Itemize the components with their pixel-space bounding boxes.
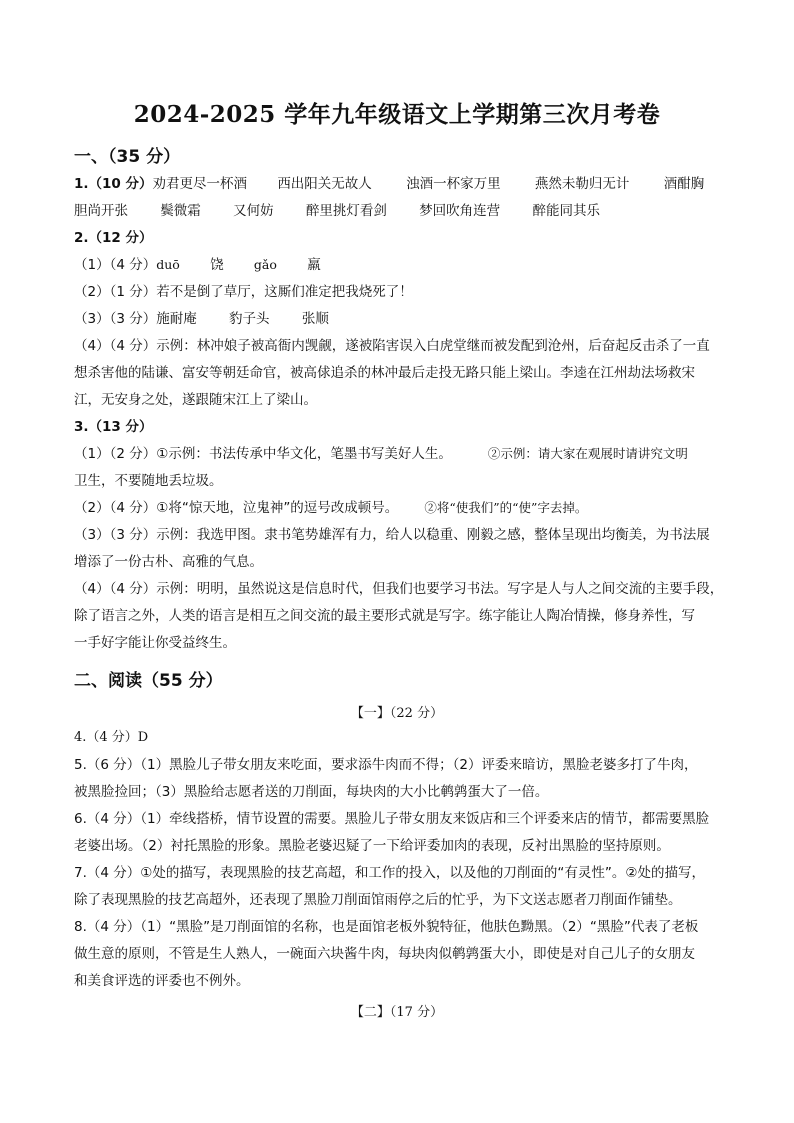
- q2-part-2: （2）（1 分）若不是倒了草厅，这厮们准定把我烧死了！: [74, 284, 413, 300]
- q1-answer-2: 西出阳关无故人: [277, 176, 372, 192]
- q7-line-1: 7.（4 分）①处的描写，表现黑脸的技艺高超，和工作的投入，以及他的刀削面的“有灵性”。②处的描写，: [74, 865, 705, 881]
- q1-answer-8: 又何妨: [233, 203, 274, 219]
- q2-part-3: [74, 310, 734, 328]
- q4-answer: 4.（4 分）D: [74, 730, 149, 745]
- q3-part-4-line-1: （4）（4 分）示例：明明，虽然说这是信息时代，但我们也要学习书法。写字是人与人之间交流的主要手段，: [74, 581, 724, 597]
- q1-answer-4: 燕然未勒归无计: [534, 176, 630, 192]
- q2-p1-d: 羸: [307, 257, 321, 273]
- q2-part-4-line-2: 想杀害他的陆谦、富安等朝廷命官，被高俅追杀的林冲最后走投无路只能上梁山。李逵在江州劫法场救宋: [74, 365, 695, 381]
- q5-line-1: 5.（6 分）（1）黑脸儿子带女朋友来吃面，要求添牛肉而不得；（2）评委来暗访，黑脸老婆多打了牛肉，: [74, 757, 698, 773]
- q3-p1-example-2: ②示例：请大家在观展时请讲究文明: [487, 446, 688, 461]
- q2-p1-c: gǎo: [253, 257, 277, 272]
- q1-answer-9: 醉里挑灯看剑: [305, 203, 387, 219]
- q1-answer-6: 胆尚开张: [74, 203, 128, 219]
- q6-line-2: 老婆出场。（2）衬托黑脸的形象。黑脸老婆迟疑了一下给评委加肉的表现，反衬出黑脸的坚持原则。: [74, 838, 670, 854]
- q2-part-4-line-1: （4）（4 分）示例：林冲娘子被高衙内觊觎，遂被陷害误入白虎堂继而被发配到沧州，后奋起反击杀了一直: [74, 338, 710, 354]
- q1-answer-3: 浊酒一杯家万里: [406, 176, 501, 192]
- q3-p2-a: （2）（4 分）①将“惊天地，泣鬼神”的逗号改成顿号。: [74, 500, 399, 516]
- q2-p3-c: 张顺: [301, 311, 329, 327]
- q3-number: 3.（13 分）: [74, 419, 153, 435]
- page-title: 2024-2025 学年九年级语文上学期第三次月考卷: [133, 101, 661, 128]
- q3-part-4-line-2: 除了语言之外，人类的语言是相互之间交流的最主要形式就是写字。练字能让人陶冶情操，修身养性，写: [74, 608, 695, 624]
- q7-line-2: 除了表现黑脸的技艺高超外，还表现了黑脸刀削面馆雨停之后的忙乎，为下文送志愿者刀削面作铺垫。: [74, 892, 682, 908]
- q3-part-4-line-3: 一手好字能让你受益终生。: [74, 635, 236, 651]
- q2-part-4-line-3: 江，无安身之处，遂跟随宋江上了梁山。: [74, 392, 317, 408]
- q2-number: 2.（12 分）: [74, 230, 153, 246]
- q2-p3-label: （3）（3 分）: [74, 311, 157, 327]
- q1-line-2: [74, 202, 734, 220]
- q2-p1-a: duō: [156, 257, 180, 272]
- section-2-heading: 二、阅读（55 分）: [74, 671, 223, 691]
- q2-part-1: [74, 256, 734, 274]
- q2-p1-b: 饶: [210, 257, 224, 273]
- q3-part-1-line-1: [74, 445, 734, 463]
- q3-p2-b: ②将“使我们”的“使”字去掉。: [424, 500, 588, 515]
- q1-number: 1.（10 分）: [74, 176, 153, 192]
- q2-p1-label: （1）（4 分）: [74, 257, 157, 273]
- q1-answer-5: 酒酣胸: [663, 176, 705, 192]
- q3-part-1-line-2: 卫生，不要随地丢垃圾。: [74, 473, 223, 489]
- q3-part-3-line-2: 增添了一份古朴、高雅的气息。: [74, 554, 263, 570]
- part-1-heading: 【一】（22 分）: [350, 706, 444, 721]
- q1-answer-10: 梦回吹角连营: [419, 203, 501, 219]
- q3-p1-example-1: （1）（2 分）①示例：书法传承中华文化，笔墨书写美好人生。: [74, 446, 452, 462]
- q1-answer-1: 劝君更尽一杯酒: [152, 176, 248, 192]
- section-1-heading: 一、（35 分）: [74, 147, 181, 167]
- q1-answer-7: 鬓微霜: [160, 203, 201, 219]
- q8-line-3: 和美食评选的评委也不例外。: [74, 973, 250, 989]
- q2-p3-a: 施耐庵: [156, 311, 197, 327]
- q5-line-2: 被黑脸捡回；（3）黑脸给志愿者送的刀削面，每块肉的大小比鹌鹑蛋大了一倍。: [74, 784, 549, 800]
- q3-part-2: [74, 499, 734, 517]
- q8-line-2: 做生意的原则，不管是生人熟人，一碗面六块酱牛肉，每块肉似鹌鹑蛋大小，即使是对自己儿子的女朋友: [74, 946, 695, 962]
- q8-line-1: 8.（4 分）（1）“黑脸”是刀削面馆的名称，也是面馆老板外貌特征，他肤色黝黑。（2）“黑脸”代表了老板: [74, 919, 699, 935]
- part-2-heading: 【二】（17 分）: [350, 1005, 444, 1020]
- q3-part-3-line-1: （3）（3 分）示例：我选甲图。隶书笔势雄浑有力，给人以稳重、刚毅之感，整体呈现出均衡美，为书法展: [74, 527, 710, 543]
- q1-answer-11: 醉能同其乐: [532, 203, 600, 219]
- q2-p3-b: 豹子头: [229, 311, 270, 327]
- q1-line-1: [74, 175, 734, 193]
- q6-line-1: 6.（4 分）（1）牵线搭桥，情节设置的需要。黑脸儿子带女朋友来饭店和三个评委来店的情节，都需要黑脸: [74, 811, 710, 827]
